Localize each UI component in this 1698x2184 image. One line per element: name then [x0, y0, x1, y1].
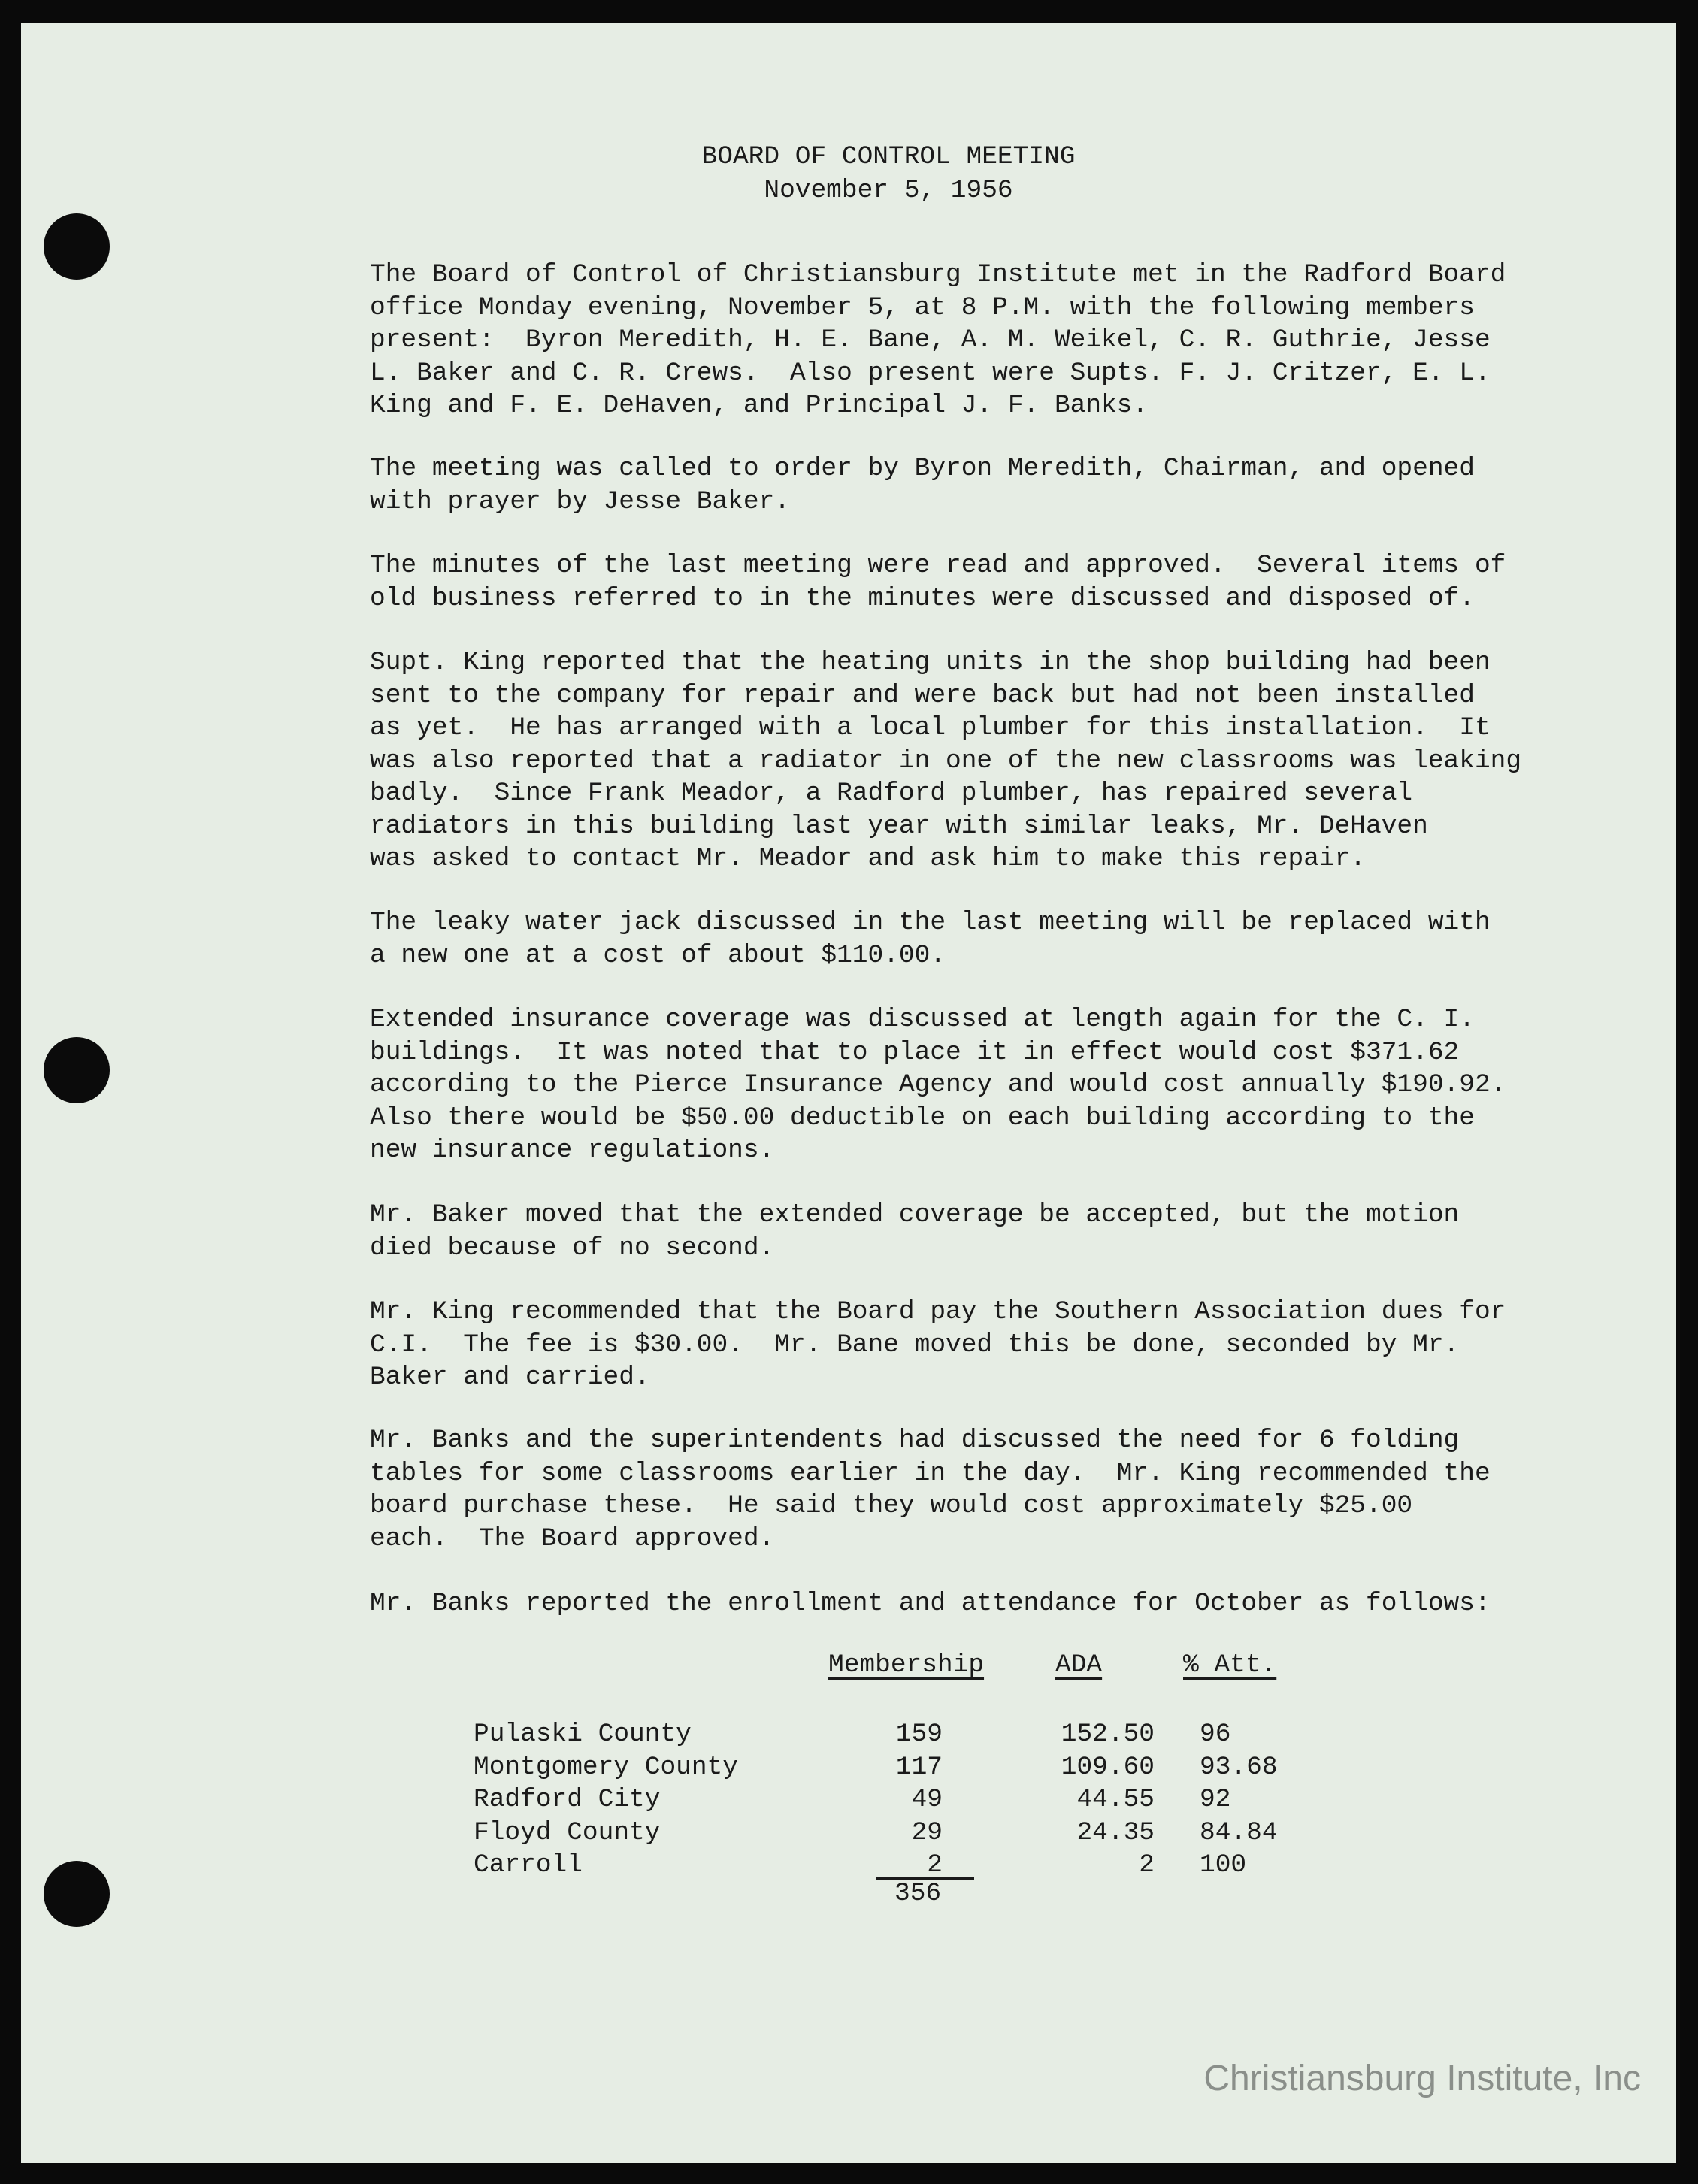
paragraph-call-to-order: The meeting was called to order by Byron Meredith, Chairman, and opened with prayer by Jesse Baker.: [370, 454, 1475, 516]
row-name: Montgomery County: [474, 1752, 738, 1782]
header-att: % Att.: [1183, 1650, 1277, 1680]
row-att: 100: [1200, 1850, 1247, 1880]
row-ada: 44.55: [1076, 1785, 1155, 1814]
row-name: Radford City: [474, 1785, 661, 1814]
row-membership: 29: [911, 1817, 943, 1847]
row-ada: 2: [1139, 1850, 1155, 1880]
row-att: 93.68: [1200, 1752, 1278, 1782]
paragraph-association-dues: Mr. King recommended that the Board pay the Southern Association dues for C.I. The fee is $30.00. Mr. Bane moved this be done, seconded by Mr. Baker and carried.: [370, 1297, 1506, 1392]
paragraph-attendance: The Board of Control of Christiansburg Institute met in the Radford Board office Monday evening, November 5, at 8 P.M. with the following members present: Byron Meredith, H. E. Bane, A. M. Weikel, C. R. Guthrie, Jesse L. Baker and C. R. Crews. Also present were Supts. F. J. Critzer, E. L. King and F. E. DeHaven, and Principal J. F. Banks.: [370, 260, 1506, 420]
title-date: November 5, 1956: [764, 176, 1013, 205]
total-membership: 356: [894, 1879, 942, 1908]
row-membership: 49: [911, 1785, 943, 1814]
paragraph-motion: Mr. Baker moved that the extended coverage be accepted, but the motion died because of no second.: [370, 1200, 1460, 1263]
row-ada: 109.60: [1061, 1752, 1155, 1782]
row-ada: 24.35: [1076, 1817, 1155, 1847]
paragraph-folding-tables: Mr. Banks and the superintendents had discussed the need for 6 folding tables for some classrooms earlier in the day. Mr. King recommended the board purchase these. He said they would cost approximately $25.00 each. The Board approved.: [370, 1426, 1491, 1553]
header-membership: Membership: [828, 1650, 985, 1680]
row-name: Carroll: [474, 1850, 583, 1880]
paragraph-minutes: The minutes of the last meeting were read and approved. Several items of old business referred to in the minutes were discussed and disposed of.: [370, 551, 1506, 613]
row-membership: 159: [895, 1720, 943, 1749]
header-ada: ADA: [1055, 1650, 1103, 1680]
title-line: BOARD OF CONTROL MEETING: [701, 142, 1076, 171]
paragraph-heating-repair: Supt. King reported that the heating units in the shop building had been sent to the company for repair and were back but had not been installed as yet. He has arranged with a local plumber for this installation. It was also reported that a radiator in one of the new classrooms was leaking badly. Since Frank Meador, a Radford plumber, has repaired several radiators in this building last year with similar leaks, Mr. DeHaven was asked to contact Mr. Meador and ask him to make this repair.: [370, 648, 1522, 873]
row-ada: 152.50: [1061, 1720, 1155, 1749]
row-att: 84.84: [1200, 1817, 1278, 1847]
paragraph-enrollment-intro: Mr. Banks reported the enrollment and attendance for October as follows:: [370, 1589, 1491, 1618]
row-membership: 2: [927, 1850, 943, 1880]
paragraph-insurance: Extended insurance coverage was discussed at length again for the C. I. buildings. It was noted that to place it in effect would cost $371.62 according to the Pierce Insurance Agency and would cost annually $190.92. Also there would be $50.00 deductible on each building according to the new insurance regulations.: [370, 1005, 1506, 1165]
row-att: 96: [1200, 1720, 1231, 1749]
paragraph-water-jack: The leaky water jack discussed in the last meeting will be replaced with a new one at a cost of about $110.00.: [370, 908, 1491, 970]
watermark: Christiansburg Institute, Inc: [1203, 2058, 1641, 2098]
row-name: Pulaski County: [474, 1720, 692, 1749]
row-name: Floyd County: [474, 1817, 661, 1847]
row-att: 92: [1200, 1785, 1231, 1814]
row-membership: 117: [895, 1752, 943, 1782]
